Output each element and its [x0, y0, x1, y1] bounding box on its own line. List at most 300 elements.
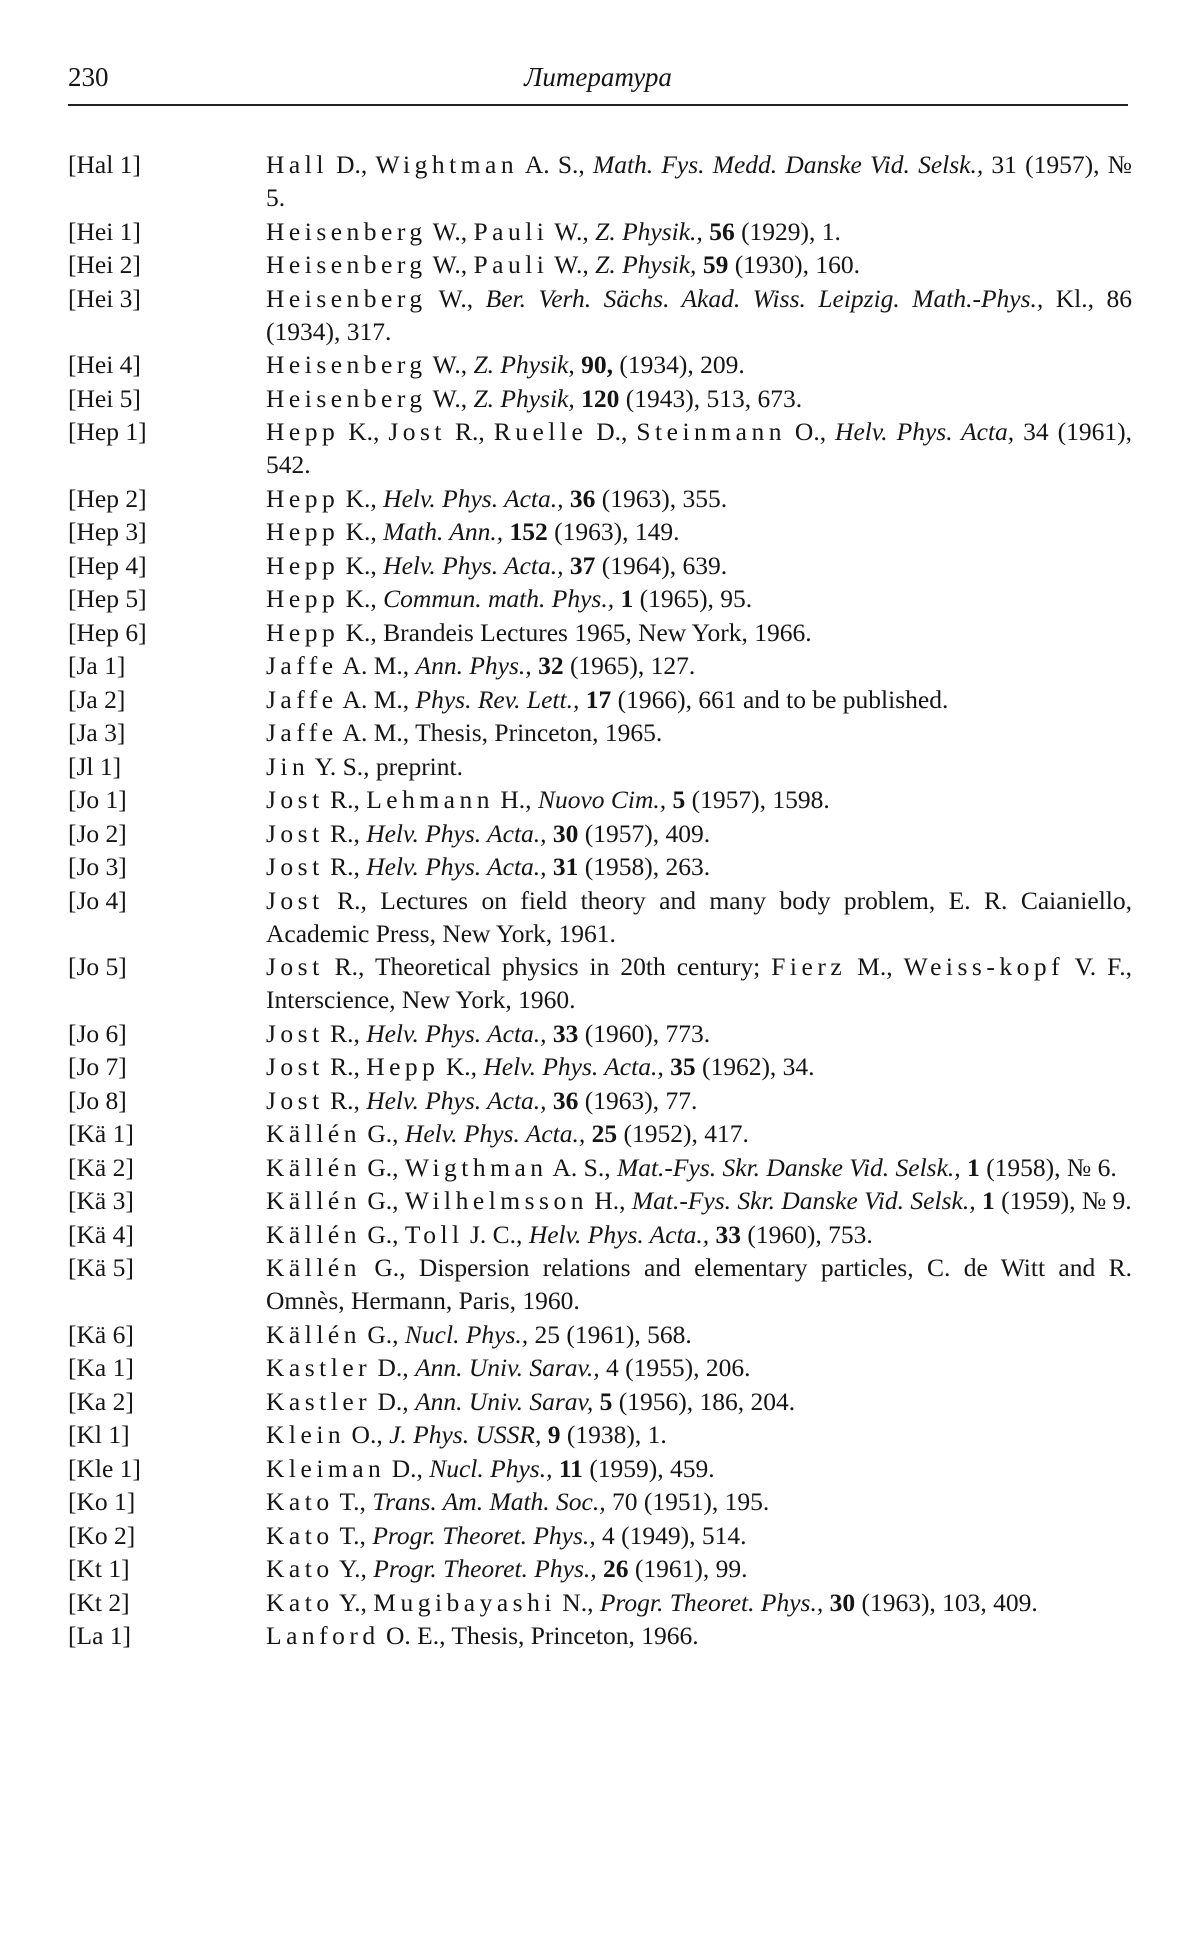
reference-entry: [68, 248, 1132, 281]
author-name: Pauli: [473, 250, 549, 279]
author-name: Hepp: [366, 1052, 440, 1081]
volume-number: 56: [709, 216, 735, 246]
reference-text-fragment: (1960), 753.: [741, 1219, 873, 1249]
author-name: Jaffe: [266, 718, 338, 747]
author-name: Heisenberg: [266, 250, 427, 279]
reference-key: [La 1]: [68, 1621, 132, 1650]
reference-key: [Ko 2]: [68, 1520, 136, 1550]
reference-entry: [68, 950, 1132, 1016]
reference-text-fragment: O.,: [785, 417, 836, 446]
reference-entry: [68, 515, 1132, 548]
journal-title: Math. Fys. Medd. Danske Vid. Selsk.,: [592, 150, 984, 179]
journal-title: Ann. Univ. Sarav.,: [415, 1353, 600, 1382]
reference-entry: [68, 1452, 1132, 1485]
reference-key: [Kä 6]: [68, 1319, 134, 1349]
reference-key: [Kt 2]: [68, 1587, 130, 1617]
reference-text: [266, 382, 1132, 415]
author-name: Jost: [266, 1085, 324, 1115]
author-name: Jin: [266, 751, 310, 781]
reference-entry: [68, 282, 1132, 348]
reference-text-fragment: K.,: [339, 584, 384, 613]
reference-text-fragment: (1930), 160.: [728, 250, 861, 279]
reference-key: [Jo 5]: [68, 952, 127, 981]
reference-key: [Hei 2]: [68, 250, 141, 279]
journal-title: Progr. Theoret. Phys.,: [599, 1587, 824, 1617]
reference-text: [266, 1151, 1132, 1184]
author-name: Källén: [266, 1152, 361, 1182]
author-name: Ruelle: [493, 417, 588, 446]
reference-text-fragment: V. F., Interscience, New York, 1960.: [266, 952, 1133, 1014]
reference-text-fragment: A. S.,: [518, 150, 593, 179]
reference-entry: [68, 1151, 1132, 1184]
volume-number: 5: [672, 785, 686, 814]
reference-text: [266, 1251, 1132, 1317]
reference-entry: [68, 1519, 1132, 1552]
reference-text-fragment: Y.,: [333, 1554, 374, 1583]
reference-entry: [68, 1184, 1132, 1217]
volume-number: 5: [599, 1386, 613, 1416]
author-name: Toll: [404, 1219, 464, 1249]
reference-text-fragment: R.,: [323, 818, 367, 848]
author-name: Jost: [266, 785, 324, 814]
reference-text-fragment: 31 (1957), № 5.: [266, 150, 1132, 212]
reference-text-fragment: (1956), 186, 204.: [612, 1386, 796, 1416]
journal-title: Helv. Phys. Acta.,: [404, 1119, 586, 1148]
author-name: Jost: [266, 1018, 324, 1048]
reference-text: [266, 215, 1132, 248]
reference-text: [266, 1050, 1132, 1083]
journal-title: Nuovo Cim.,: [537, 785, 667, 814]
reference-key: [Hal 1]: [68, 150, 141, 179]
author-name: Lanford: [266, 1621, 380, 1650]
author-name: Hepp: [266, 617, 340, 647]
reference-text: [266, 1418, 1132, 1451]
reference-text: [266, 1452, 1132, 1485]
volume-number: 9: [547, 1420, 561, 1449]
author-name: Wightman: [375, 150, 519, 179]
reference-text-fragment: G.,: [360, 1152, 405, 1182]
reference-text: [266, 716, 1132, 749]
reference-text-fragment: J. C.,: [463, 1219, 529, 1249]
reference-text: [266, 884, 1132, 950]
reference-text: [266, 1117, 1132, 1150]
volume-number: 33: [552, 1018, 579, 1048]
reference-text-fragment: O.,: [345, 1420, 390, 1449]
author-name: Kato: [266, 1554, 334, 1583]
author-name: Hepp: [266, 517, 340, 546]
reference-text-fragment: (1952), 417.: [617, 1119, 749, 1148]
reference-key: [Jo 1]: [68, 785, 127, 814]
author-name: Jost: [266, 1052, 324, 1081]
reference-text-fragment: (1959), № 9.: [994, 1186, 1132, 1215]
volume-number: 152: [509, 517, 548, 546]
volume-number: 30: [552, 818, 579, 848]
reference-text-fragment: W.,: [548, 216, 596, 246]
journal-title: Z. Physik.,: [595, 216, 703, 246]
journal-title: Z. Physik,: [595, 250, 697, 279]
author-name: Jost: [388, 417, 447, 446]
reference-text-fragment: A. M.,: [337, 651, 416, 680]
reference-entry: [68, 148, 1132, 214]
journal-title: Helv. Phys. Acta.,: [528, 1219, 710, 1249]
volume-number: 1: [967, 1152, 980, 1182]
journal-title: Progr. Theoret. Phys.,: [372, 1520, 596, 1550]
journal-title: Helv. Phys. Acta.,: [366, 818, 547, 848]
reference-text-fragment: D.,: [371, 1353, 416, 1382]
journal-title: Nucl. Phys.,: [404, 1319, 529, 1349]
reference-text-fragment: (1929), 1.: [734, 216, 841, 246]
reference-text: [266, 850, 1132, 883]
journal-title: Z. Physik,: [473, 350, 575, 379]
reference-text-fragment: (1963), 77.: [578, 1085, 698, 1115]
author-name: Hepp: [266, 417, 340, 446]
reference-text: [266, 1586, 1132, 1619]
author-name: Jost: [266, 818, 324, 848]
journal-title: Z. Physik,: [473, 383, 575, 413]
reference-text-fragment: D.,: [587, 417, 637, 446]
reference-text: [266, 1619, 1132, 1652]
reference-list: [68, 148, 1132, 1653]
reference-text-fragment: G.,: [360, 1319, 405, 1349]
reference-entry: [68, 582, 1132, 615]
reference-text-fragment: (1964), 639.: [595, 550, 728, 580]
reference-text-fragment: O. E., Thesis, Princeton, 1966.: [379, 1621, 699, 1650]
reference-text-fragment: (1965), 127.: [563, 651, 696, 680]
author-name: Kato: [266, 1587, 334, 1617]
author-name: Fierz: [771, 952, 847, 981]
reference-entry: [68, 415, 1132, 481]
reference-key: [Hei 1]: [68, 216, 141, 246]
reference-key: [Hep 1]: [68, 417, 147, 446]
reference-text: [266, 515, 1132, 548]
reference-key: [Kä 1]: [68, 1119, 134, 1148]
reference-entry: [68, 1050, 1132, 1083]
reference-text: [266, 1485, 1132, 1518]
reference-entry: [68, 1351, 1132, 1384]
reference-text-fragment: K.,: [439, 1052, 484, 1081]
reference-text-fragment: M.,: [846, 952, 904, 981]
author-name: Heisenberg: [266, 350, 427, 379]
reference-entry: [68, 1418, 1132, 1451]
reference-key: [Jo 3]: [68, 852, 127, 881]
reference-key: [Hep 6]: [68, 617, 147, 647]
volume-number: 30: [829, 1587, 856, 1617]
reference-text-fragment: R.,: [323, 1052, 367, 1081]
reference-text: [266, 817, 1132, 850]
reference-text-fragment: R.,: [323, 785, 367, 814]
reference-text-fragment: K.,: [339, 483, 384, 513]
reference-text-fragment: R.,: [446, 417, 494, 446]
reference-text: [266, 649, 1132, 682]
reference-entry: [68, 1485, 1132, 1518]
reference-text-fragment: H.,: [494, 785, 538, 814]
reference-text-fragment: W.,: [548, 250, 596, 279]
volume-number: 90,: [581, 350, 613, 379]
volume-number: 59: [702, 250, 729, 279]
reference-text-fragment: 34 (1961), 542.: [266, 417, 1132, 479]
author-name: Klein: [266, 1420, 346, 1449]
reference-text-fragment: 70 (1951), 195.: [605, 1487, 770, 1516]
volume-number: 36: [552, 1085, 579, 1115]
author-name: Källén: [266, 1319, 361, 1349]
author-name: Jost: [266, 885, 324, 915]
reference-text-fragment: G.,: [360, 1186, 405, 1215]
volume-number: 31: [552, 852, 579, 881]
reference-entry: [68, 783, 1132, 816]
reference-key: [Jo 8]: [68, 1085, 127, 1115]
reference-entry: [68, 549, 1132, 582]
volume-number: 36: [569, 483, 596, 513]
reference-text: [266, 1552, 1132, 1585]
reference-text-fragment: (1963), 149.: [547, 517, 680, 546]
reference-text-fragment: (1938), 1.: [560, 1420, 667, 1449]
reference-text-fragment: Y. S., preprint.: [309, 751, 463, 781]
reference-key: [Kä 2]: [68, 1152, 134, 1182]
journal-title: Helv. Phys. Acta.,: [383, 483, 564, 513]
reference-text: [266, 1318, 1132, 1351]
reference-key: [Ka 1]: [68, 1353, 134, 1382]
reference-entry: [68, 215, 1132, 248]
reference-key: [Jo 2]: [68, 818, 127, 848]
author-name: Jaffe: [266, 651, 338, 680]
reference-text-fragment: 25 (1961), 568.: [528, 1319, 692, 1349]
journal-title: Progr. Theoret. Phys.,: [373, 1554, 597, 1583]
author-name: Steinmann: [636, 417, 786, 446]
reference-text: [266, 950, 1132, 1016]
reference-text: [266, 1519, 1132, 1552]
reference-text-fragment: D.,: [371, 1386, 416, 1416]
journal-title: Nucl. Phys.,: [429, 1453, 553, 1483]
volume-number: 32: [538, 651, 564, 680]
reference-key: [Jo 4]: [68, 885, 127, 915]
reference-text: [266, 1184, 1132, 1217]
journal-title: J. Phys. USSR,: [389, 1420, 542, 1449]
reference-entry: [68, 482, 1132, 515]
reference-text-fragment: (1961), 99.: [628, 1554, 748, 1583]
reference-text-fragment: (1962), 34.: [695, 1052, 815, 1081]
author-name: Hepp: [266, 483, 340, 513]
reference-entry: [68, 1586, 1132, 1619]
reference-key: [Ja 1]: [68, 651, 126, 680]
reference-key: [Ja 3]: [68, 718, 126, 747]
reference-text-fragment: W.,: [426, 283, 486, 313]
reference-text-fragment: (1966), 661 and to be published.: [611, 684, 949, 714]
reference-entry: [68, 649, 1132, 682]
reference-text-fragment: K.,: [339, 550, 384, 580]
reference-text: [266, 616, 1132, 649]
author-name: Lehmann: [366, 785, 495, 814]
reference-text-fragment: K.,: [339, 417, 389, 446]
reference-entry: [68, 1117, 1132, 1150]
reference-entry: [68, 683, 1132, 716]
reference-text: [266, 1017, 1132, 1050]
author-name: Hepp: [266, 550, 340, 580]
reference-text: [266, 582, 1132, 615]
reference-text-fragment: (1943), 513, 673.: [619, 383, 803, 413]
journal-title: Mat.-Fys. Skr. Danske Vid. Selsk.,: [616, 1152, 961, 1182]
reference-text: [266, 1084, 1132, 1117]
journal-title: Helv. Phys. Acta.,: [366, 852, 547, 881]
author-name: Källén: [266, 1253, 361, 1282]
reference-key: [Kä 4]: [68, 1219, 134, 1249]
author-name: Hepp: [266, 584, 340, 613]
author-name: Jost: [266, 952, 324, 981]
reference-text: [266, 1385, 1132, 1418]
reference-text-fragment: T.,: [333, 1487, 373, 1516]
journal-title: Ber. Verh. Sächs. Akad. Wiss. Leipzig. Math.-Phys.,: [485, 283, 1044, 313]
reference-entry: [68, 817, 1132, 850]
reference-text-fragment: 4 (1955), 206.: [599, 1353, 751, 1382]
author-name: Kato: [266, 1487, 334, 1516]
reference-key: [Hei 5]: [68, 383, 141, 413]
author-name: Pauli: [473, 216, 549, 246]
reference-text: [266, 248, 1132, 281]
author-name: Heisenberg: [266, 283, 427, 313]
reference-text: [266, 1218, 1132, 1251]
reference-key: [Jo 7]: [68, 1052, 127, 1081]
author-name: Weiss-kopf: [903, 952, 1065, 981]
reference-text-fragment: A. S.,: [547, 1152, 617, 1182]
reference-text-fragment: D.,: [327, 150, 376, 179]
reference-text-fragment: N.,: [555, 1587, 600, 1617]
reference-entry: [68, 850, 1132, 883]
author-name: Mugibayashi: [373, 1587, 556, 1617]
author-name: Kato: [266, 1520, 334, 1550]
reference-text-fragment: A. M., Thesis, Princeton, 1965.: [337, 718, 663, 747]
reference-entry: [68, 1017, 1132, 1050]
reference-key: [Ka 2]: [68, 1386, 134, 1416]
reference-key: [Ko 1]: [68, 1487, 136, 1516]
journal-title: Trans. Am. Math. Soc.,: [372, 1487, 606, 1516]
reference-text-fragment: R.,: [323, 1085, 367, 1115]
reference-text: [266, 482, 1132, 515]
author-name: Heisenberg: [266, 216, 427, 246]
reference-text-fragment: (1960), 773.: [578, 1018, 711, 1048]
reference-key: [Jl 1]: [68, 751, 122, 781]
reference-entry: [68, 1385, 1132, 1418]
volume-number: 26: [603, 1554, 629, 1583]
reference-text-fragment: (1957), 1598.: [685, 785, 830, 814]
reference-entry: [68, 382, 1132, 415]
journal-title: Helv. Phys. Acta.,: [483, 1052, 664, 1081]
reference-key: [Ja 2]: [68, 684, 126, 714]
reference-entry: [68, 1619, 1132, 1652]
volume-number: 11: [558, 1453, 583, 1483]
reference-text: [266, 1351, 1132, 1384]
journal-title: Math. Ann.,: [383, 517, 504, 546]
reference-entry: [68, 1318, 1132, 1351]
volume-number: 17: [585, 684, 612, 714]
author-name: Wigthman: [404, 1152, 548, 1182]
volume-number: 33: [715, 1219, 742, 1249]
reference-text: [266, 415, 1132, 481]
reference-key: [Hep 5]: [68, 584, 147, 613]
reference-text-fragment: K., Brandeis Lectures 1965, New York, 1966.: [339, 617, 812, 647]
author-name: Källén: [266, 1186, 361, 1215]
reference-key: [Kä 5]: [68, 1253, 134, 1282]
volume-number: 25: [591, 1119, 618, 1148]
reference-text-fragment: G.,: [360, 1119, 405, 1148]
reference-text: [266, 783, 1132, 816]
reference-text-fragment: (1959), 459.: [582, 1453, 715, 1483]
volume-number: 35: [670, 1052, 696, 1081]
reference-key: [Hep 3]: [68, 517, 147, 546]
reference-text-fragment: D.,: [385, 1453, 430, 1483]
volume-number: 1: [620, 584, 634, 613]
reference-entry: [68, 750, 1132, 783]
reference-entry: [68, 716, 1132, 749]
reference-key: [Kt 1]: [68, 1554, 130, 1583]
reference-entry: [68, 1251, 1132, 1317]
reference-text-fragment: W.,: [426, 216, 474, 246]
reference-text-fragment: Kl., 86 (1934), 317.: [266, 283, 1132, 346]
volume-number: 37: [569, 550, 596, 580]
reference-key: [Kä 3]: [68, 1186, 134, 1215]
reference-entry: [68, 616, 1132, 649]
journal-title: Mat.-Fys. Skr. Danske Vid. Selsk.,: [631, 1186, 976, 1215]
page-number: 230: [68, 62, 109, 92]
reference-text-fragment: H.,: [587, 1186, 632, 1215]
reference-text-fragment: R.,: [323, 1018, 367, 1048]
reference-text-fragment: T.,: [333, 1520, 373, 1550]
author-name: Hall: [266, 150, 328, 179]
author-name: Jaffe: [266, 684, 338, 714]
reference-text: [266, 348, 1132, 381]
reference-text-fragment: Y.,: [333, 1587, 374, 1617]
reference-text-fragment: (1963), 103, 409.: [855, 1587, 1038, 1617]
reference-text-fragment: W.,: [426, 383, 474, 413]
reference-entry: [68, 1218, 1132, 1251]
reference-text: [266, 750, 1132, 783]
author-name: Kleiman: [266, 1453, 386, 1483]
reference-text-fragment: (1963), 355.: [595, 483, 728, 513]
reference-text-fragment: 4 (1949), 514.: [595, 1520, 747, 1550]
journal-title: Commun. math. Phys.,: [383, 584, 615, 613]
reference-entry: [68, 1084, 1132, 1117]
reference-key: [Hei 4]: [68, 350, 141, 379]
reference-text: [266, 549, 1132, 582]
author-name: Kastler: [266, 1353, 372, 1382]
page-header: [68, 62, 1128, 98]
reference-key: [Hep 2]: [68, 483, 147, 513]
reference-text: [266, 148, 1132, 214]
author-name: Kastler: [266, 1386, 372, 1416]
reference-text: [266, 282, 1132, 348]
journal-title: Helv. Phys. Acta.,: [366, 1018, 547, 1048]
reference-key: [Jo 6]: [68, 1018, 127, 1048]
running-title: Литература: [524, 62, 672, 92]
reference-entry: [68, 348, 1132, 381]
reference-text-fragment: (1958), 263.: [578, 852, 711, 881]
reference-text-fragment: (1957), 409.: [578, 818, 711, 848]
header-rule: [68, 104, 1128, 106]
reference-text-fragment: G.,: [360, 1219, 405, 1249]
reference-entry: [68, 1552, 1132, 1585]
reference-key: [Kl 1]: [68, 1420, 130, 1449]
reference-text-fragment: (1958), № 6.: [979, 1152, 1117, 1182]
journal-title: Helv. Phys. Acta.,: [383, 550, 564, 580]
reference-text: [266, 683, 1132, 716]
reference-text-fragment: W.,: [426, 250, 474, 279]
journal-title: Ann. Univ. Sarav,: [415, 1386, 594, 1416]
reference-text-fragment: R.,: [323, 852, 367, 881]
reference-text-fragment: K.,: [339, 517, 384, 546]
reference-text-fragment: A. M.,: [337, 684, 416, 714]
reference-text-fragment: R., Lectures on field theory and many body problem, E. R. Caianiello, Academic Press, New York, 1961.: [266, 885, 1132, 948]
journal-title: Phys. Rev. Lett.,: [415, 684, 580, 714]
reference-key: [Hei 3]: [68, 283, 141, 313]
reference-text-fragment: G., Dispersion relations and elementary particles, C. de Witt and R. Omnès, Hermann, Paris, 1960.: [266, 1253, 1132, 1315]
